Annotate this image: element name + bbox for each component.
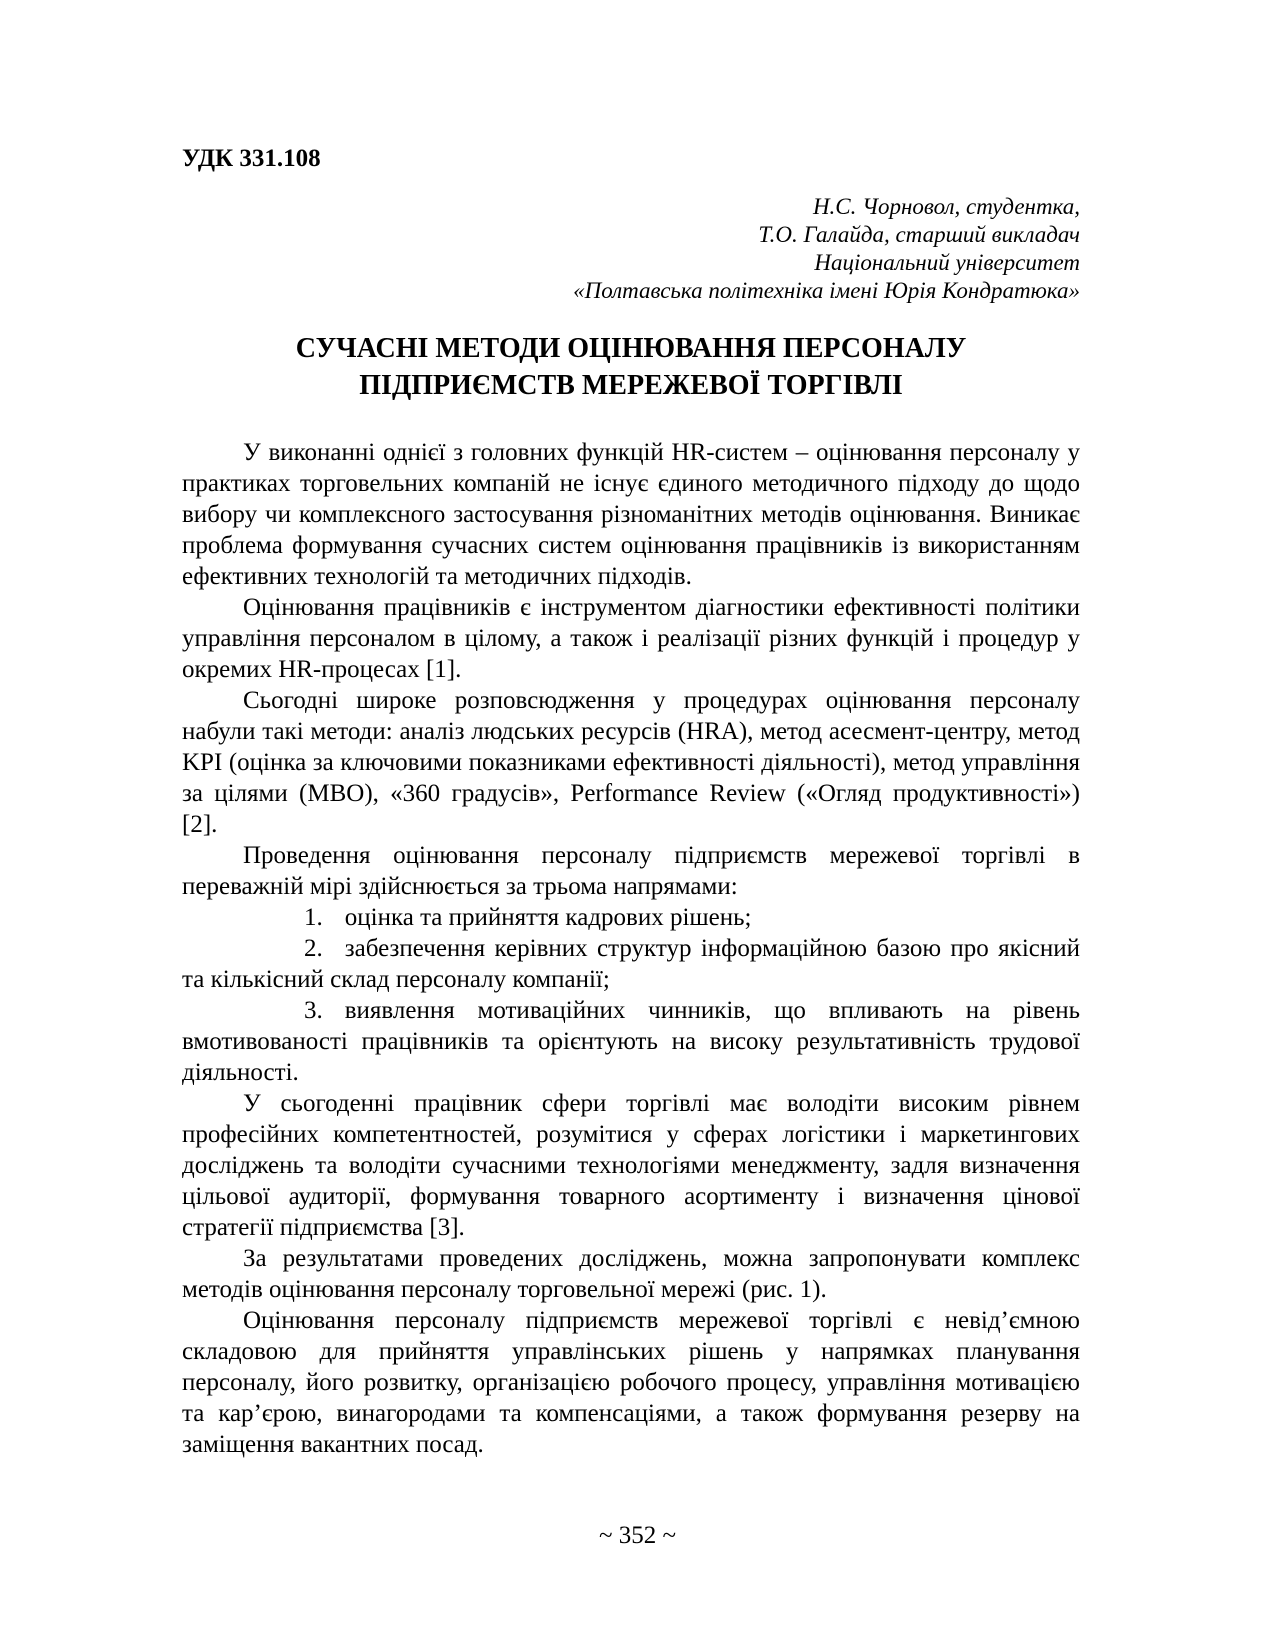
affiliation-line: Національний університет bbox=[814, 250, 1080, 275]
author-line: Т.О. Галайда, старший викладач bbox=[758, 222, 1080, 247]
list-item-text: забезпечення керівних структур інформаційною базою про якісний та кількісний склад персоналу компанії; bbox=[182, 935, 1080, 993]
udc-code: УДК 331.108 bbox=[182, 145, 321, 172]
paragraph: У сьогоденні працівник сфери торгівлі має володіти високим рівнем професійних компетентностей, розумітися у сферах логістики і маркетингових досліджень та володіти сучасними технологіями менеджменту, задля визначення цільової аудиторії, формування товарного асортименту і визначення цінової стратегії підприємства [3]. bbox=[182, 1090, 1080, 1241]
numbered-list-item bbox=[182, 933, 1080, 995]
list-item-text: виявлення мотиваційних чинників, що впливають на рівень вмотивованості працівників та орієнтують на високу результативність трудової діяльності. bbox=[182, 997, 1080, 1086]
paragraph: Оцінювання працівників є інструментом діагностики ефективності політики управління персоналом в цілому, а також і реалізації різних функцій і процедур у окремих HR-процесах [1]. bbox=[182, 594, 1080, 683]
affiliation-line: «Полтавська політехніка імені Юрія Кондратюка» bbox=[573, 278, 1080, 303]
author-line: Н.С. Чорновол, студентка, bbox=[812, 194, 1080, 219]
article-title-line: ПІДПРИЄМСТВ МЕРЕЖЕВОЇ ТОРГІВЛІ bbox=[359, 370, 903, 401]
paragraph: За результатами проведених досліджень, можна запропонувати комплекс методів оцінювання персоналу торговельної мережі (рис. 1). bbox=[182, 1245, 1080, 1303]
article-title-line: СУЧАСНІ МЕТОДИ ОЦІНЮВАННЯ ПЕРСОНАЛУ bbox=[295, 333, 967, 364]
numbered-list-item bbox=[182, 995, 1080, 1088]
article-body bbox=[182, 437, 1080, 1460]
numbered-list-item bbox=[182, 902, 1080, 933]
author-block bbox=[182, 193, 1080, 305]
list-item-number: 2. bbox=[304, 935, 323, 962]
list-item-number: 3. bbox=[304, 997, 323, 1024]
page-number: ~ 352 ~ bbox=[598, 1522, 677, 1549]
paragraph: Проведення оцінювання персоналу підприємств мережевої торгівлі в переважній мірі здійснюється за трьома напрямами: bbox=[182, 842, 1080, 900]
paragraph: У виконанні однієї з головних функцій HR-систем – оцінювання персоналу у практиках торговельних компаній не існує єдиного методичного підходу до щодо вибору чи комплексного застосування різноманітних методів оцінювання. Виникає проблема формування сучасних систем оцінювання працівників із використанням ефективних технологій та методичних підходів. bbox=[182, 439, 1080, 590]
paragraph: Сьогодні широке розповсюдження у процедурах оцінювання персоналу набули такі методи: аналіз людських ресурсів (HRA), метод асесмент-центру, метод KPI (оцінка за ключовими показниками ефективності діяльності), метод управління за цілями (МВО), «360 градусів», Performance Review («Огляд продуктивності») [2]. bbox=[182, 687, 1080, 838]
list-item-text: оцінка та прийняття кадрових рішень; bbox=[344, 904, 752, 931]
list-item-number: 1. bbox=[304, 904, 323, 931]
paragraph: Оцінювання персоналу підприємств мережевої торгівлі є невід’ємною складовою для прийняття управлінських рішень у напрямках планування персоналу, його розвитку, організацією робочого процесу, управління мотивацією та кар’єрою, винагородами та компенсаціями, а також формування резерву на заміщення вакантних посад. bbox=[182, 1307, 1080, 1458]
article-title bbox=[182, 330, 1080, 404]
